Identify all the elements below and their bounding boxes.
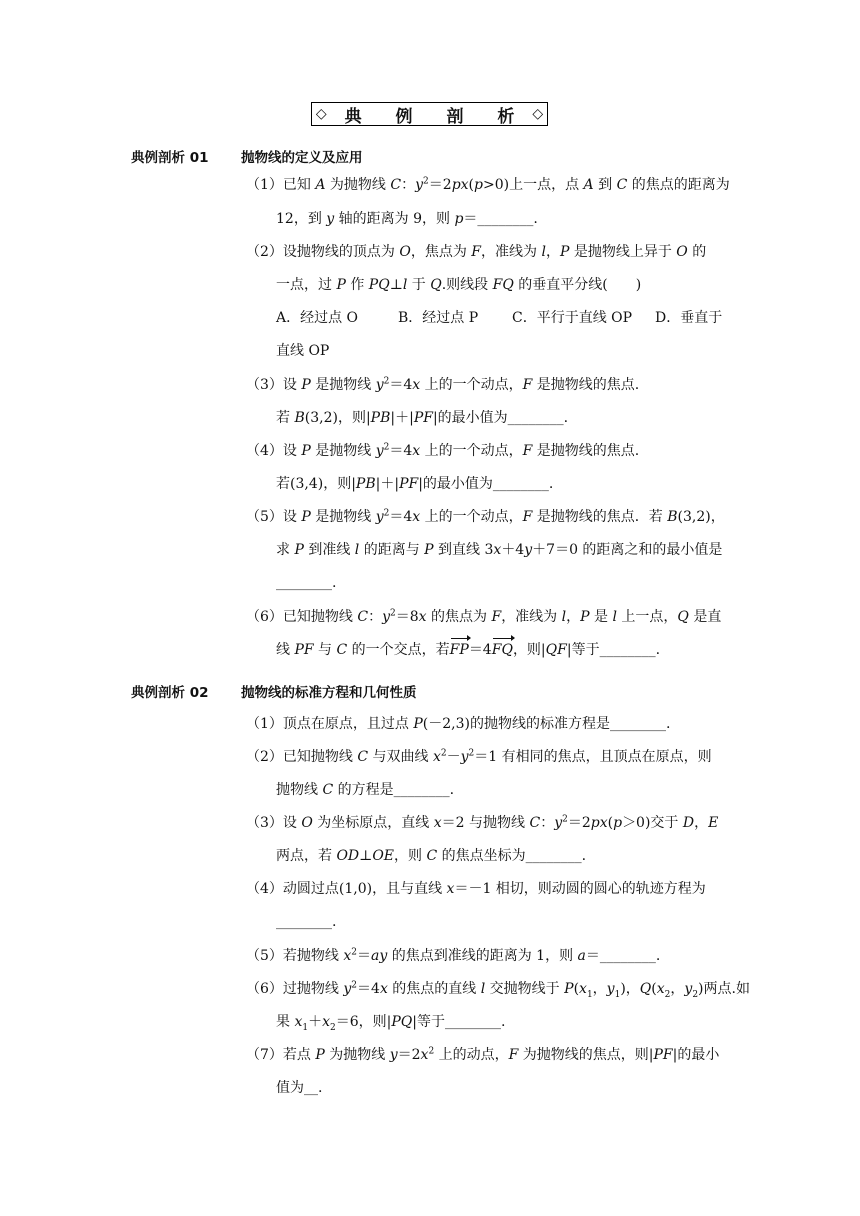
problem-text: 12，到 y 轴的距离为 9，则 p＝________.	[276, 211, 538, 227]
choice-a: A．经过点 O	[276, 310, 359, 326]
problem-text: （6）过抛物线 $y^2=4x$ 的焦点的直线 l 交抛物线于 $P(x_1$，$y_1$)，$Q(x_2$，$y_2$)两点.如	[246, 980, 750, 1000]
problem-text: 线 PF 与 C 的一个交点，若FP＝4FQ，则|QF|等于________.	[276, 642, 661, 658]
problem-text: （1）已知 A 为抛物线 C：$y^2=2px(p>0)$上一点，点 A 到 C 的焦点的距离为	[246, 176, 730, 193]
problem-text: （4）设 P 是抛物线 $y^2=4x$ 上的一个动点，F 是抛物线的焦点.	[246, 442, 640, 459]
choice-b: B．经过点 P	[398, 310, 479, 326]
problem-text: （2）设抛物线的顶点为 O，焦点为 F，准线为 l，P 是抛物线上异于 O 的	[246, 244, 707, 260]
problem-text: （5）设 P 是抛物线 $y^2=4x$ 上的一个动点，F 是抛物线的焦点．若 B(3,2)，	[246, 508, 725, 525]
problem-text: （7）若点 P 为抛物线 $y=2x^2$ 上的动点，F 为抛物线的焦点，则|PF|的最小	[246, 1046, 720, 1063]
page-title: 典 例 剖 析	[344, 106, 529, 127]
problem-text: 若(3,4)，则|PB|＋|PF|的最小值为________.	[276, 476, 554, 492]
section-header	[131, 681, 417, 701]
problem-text: 两点，若 OD⊥OE，则 C 的焦点坐标为________.	[276, 848, 587, 864]
diamond-icon: ◇	[532, 106, 544, 122]
problem-text: 值为__.	[276, 1080, 323, 1096]
choice-d: D．垂直于	[655, 310, 723, 326]
section-label: 典例剖析 02	[131, 685, 209, 701]
diamond-icon: ◇	[315, 106, 327, 122]
problem-text: （3）设 P 是抛物线 $y^2=4x$ 上的一个动点，F 是抛物线的焦点.	[246, 376, 640, 393]
section-title: 抛物线的标准方程和几何性质	[241, 685, 417, 701]
section-label: 典例剖析 01	[131, 150, 209, 166]
problem-text: ________.	[276, 575, 337, 591]
problem-text: （4）动圆过点(1,0)，且与直线 x＝－1 相切，则动圆的圆心的轨迹方程为	[246, 881, 706, 897]
problem-text: 果 $x_1+x_2=6$，则|PQ|等于________.	[276, 1014, 506, 1033]
section-title-box	[311, 102, 548, 126]
section-title: 抛物线的定义及应用	[241, 150, 363, 166]
section-header	[131, 146, 363, 166]
problem-text: 抛物线 C 的方程是________.	[276, 782, 455, 798]
problem-text: （2）已知抛物线 C 与双曲线 $x^2-y^2=1$ 有相同的焦点，且顶点在原点，则	[246, 748, 712, 765]
choice-c: C．平行于直线 OP	[512, 310, 633, 326]
problem-text: 求 P 到准线 l 的距离与 P 到直线 3x＋4y＋7＝0 的距离之和的最小值是	[276, 542, 723, 558]
choice-d-continued: 直线 OP	[276, 343, 330, 359]
problem-text: （6）已知抛物线 C：$y^2=8x$ 的焦点为 F，准线为 l，P 是 l 上一点，Q 是直	[246, 608, 722, 625]
problem-text: ________.	[276, 914, 337, 930]
problem-text: 一点，过 P 作 PQ⊥l 于 Q.则线段 FQ 的垂直平分线( )	[276, 277, 642, 293]
problem-text: （5）若抛物线 $x^2=ay$ 的焦点到准线的距离为 1，则 a＝________.	[246, 947, 661, 964]
problem-text: 若 B(3,2)，则|PB|＋|PF|的最小值为________.	[276, 410, 569, 426]
problem-text: （3）设 O 为坐标原点，直线 x＝2 与抛物线 C：$y^2=2px(p>0)$交于 D，E	[246, 814, 719, 831]
problem-text: （1）顶点在原点，且过点 P(－2,3)的抛物线的标准方程是________.	[246, 716, 671, 732]
